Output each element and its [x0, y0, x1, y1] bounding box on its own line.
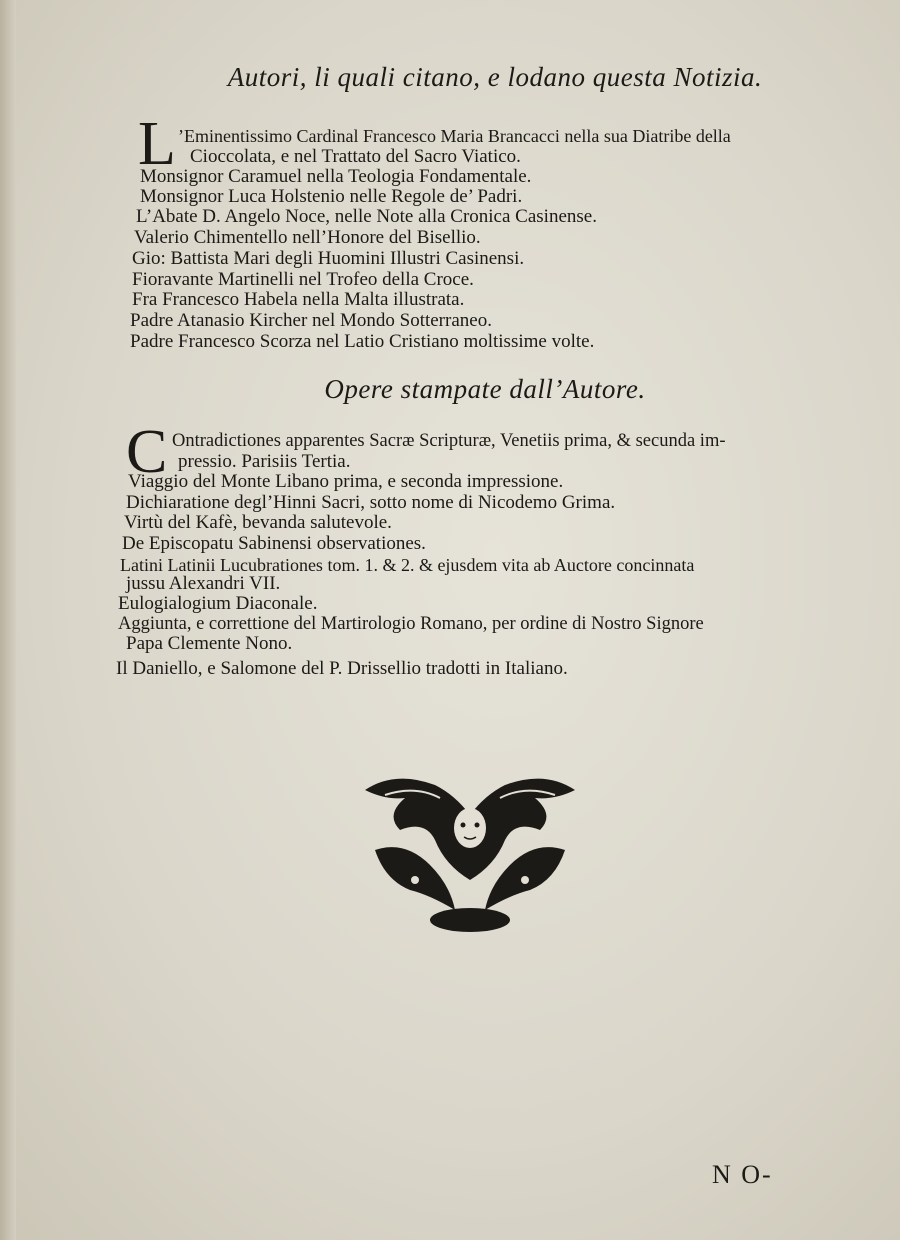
section-heading-works: Opere stampate dall’Autore. [324, 374, 646, 404]
list-item: Monsignor Caramuel nella Teologia Fondamentale. [140, 166, 532, 187]
list-item: Il Daniello, e Salomone del P. Drissellio tradotti in Italiano. [116, 658, 568, 679]
entry-first-line-cont: Cioccolata, e nel Trattato del Sacro Viatico. [190, 146, 521, 167]
list-item: jussu Alexandri VII. [126, 573, 281, 594]
list-item: Virtù del Kafè, bevanda salutevole. [124, 512, 392, 533]
list-item: Padre Atanasio Kircher nel Mondo Sotterraneo. [130, 310, 492, 331]
list-item: De Episcopatu Sabinensi observationes. [122, 533, 426, 554]
list-item: Papa Clemente Nono. [126, 633, 293, 654]
page-edge [0, 0, 16, 1240]
list-item: Fra Francesco Habela nella Malta illustrata. [132, 289, 465, 310]
list-item: Gio: Battista Mari degli Huomini Illustri Casinensi. [132, 248, 525, 269]
list-item: L’Abate D. Angelo Noce, nelle Note alla Cronica Casinense. [136, 206, 597, 227]
drop-cap-c: C [126, 418, 168, 486]
list-item: Eulogialogium Diaconale. [118, 593, 318, 614]
list-item: Dichiaratione degl’Hinni Sacri, sotto nome di Nicodemo Grima. [126, 492, 616, 513]
entry-first-line-cont: pressio. Parisiis Tertia. [178, 451, 351, 472]
entry-first-line: Ontradictiones apparentes Sacræ Scripturæ, Venetiis prima, & secunda im- [172, 431, 726, 451]
list-item: Padre Francesco Scorza nel Latio Cristiano moltissime volte. [130, 331, 595, 352]
list-item: Latini Latinii Lucubrationes tom. 1. & 2. & ejusdem vita ab Auctore concinnata [120, 555, 695, 575]
list-item: Aggiunta, e correttione del Martirologio Romano, per ordine di Nostro Signore [118, 614, 704, 634]
list-item: Viaggio del Monte Libano prima, e seconda impressione. [128, 471, 564, 492]
catchword: N O- [712, 1160, 773, 1189]
entry-first-line: ’Eminentissimo Cardinal Francesco Maria Brancacci nella sua Diatribe della [178, 126, 731, 146]
list-item: Monsignor Luca Holstenio nelle Regole de’ Padri. [140, 186, 523, 207]
list-item: Valerio Chimentello nell’Honore del Bisellio. [134, 227, 481, 248]
section-heading-authors: Autori, li quali citano, e lodano questa Notizia. [227, 62, 763, 92]
cherub-head-ornament-icon [355, 770, 585, 935]
drop-cap-l: L [138, 110, 176, 178]
list-item: Fioravante Martinelli nel Trofeo della Croce. [132, 269, 474, 290]
